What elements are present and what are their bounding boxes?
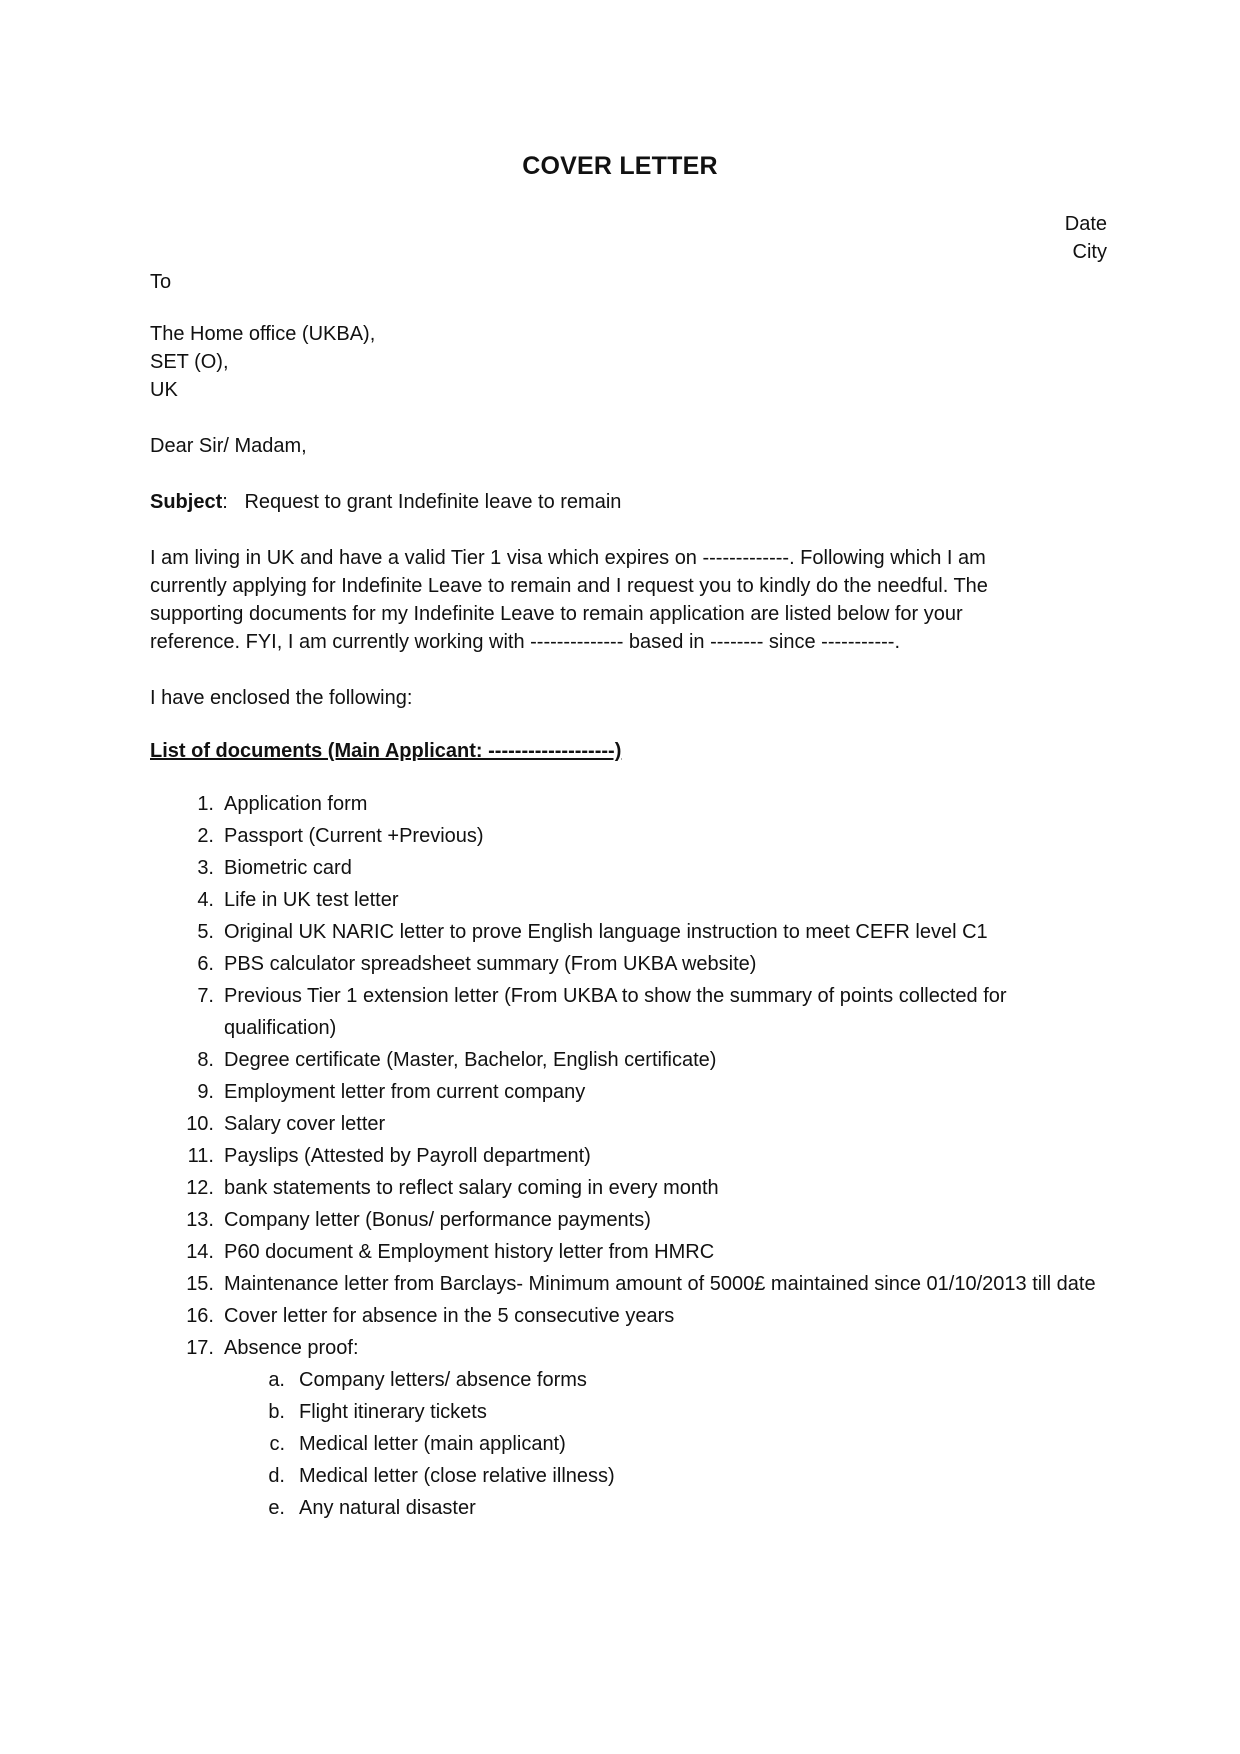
list-item (186, 980, 1106, 1044)
list-item (186, 1108, 1106, 1140)
item-text: P60 document & Employment history letter from HMRC (224, 1241, 715, 1263)
documents-list (186, 788, 1106, 1524)
item-number: 12. (186, 1177, 214, 1199)
body-paragraph (150, 544, 1100, 656)
list-item (186, 1268, 1106, 1300)
item-number: 17. (186, 1337, 214, 1359)
sub-item-text: Any natural disaster (299, 1497, 476, 1519)
list-item (186, 788, 1106, 820)
list-item (186, 820, 1106, 852)
list-item (186, 1204, 1106, 1236)
item-text: Passport (Current +Previous) (224, 825, 484, 847)
item-number: 10. (186, 1113, 214, 1135)
list-item (186, 1236, 1106, 1268)
subject-colon: : (222, 491, 228, 513)
sub-item-text: Medical letter (main applicant) (299, 1433, 566, 1455)
item-text: PBS calculator spreadsheet summary (From UKBA website) (224, 953, 757, 975)
address-line: UK (150, 379, 178, 401)
item-text: Payslips (Attested by Payroll department) (224, 1145, 591, 1167)
sub-item-letter: e. (268, 1497, 285, 1519)
item-number: 1. (197, 793, 214, 815)
list-item (186, 1332, 1106, 1524)
subject-line (150, 488, 1100, 516)
sub-list-item (261, 1364, 1106, 1396)
item-text: Original UK NARIC letter to prove English language instruction to meet CEFR level C1 (224, 921, 988, 943)
item-text: Previous Tier 1 extension letter (From UKBA to show the summary of points collected for qualification) (224, 985, 1007, 1039)
paragraph-line: reference. FYI, I am currently working with -------------- based in -------- since -----------. (150, 631, 900, 653)
paragraph-line: currently applying for Indefinite Leave to remain and I request you to kindly do the needful. The (150, 575, 988, 597)
sub-item-letter: a. (268, 1369, 285, 1391)
list-item (186, 1300, 1106, 1332)
item-number: 4. (197, 889, 214, 911)
item-text: Company letter (Bonus/ performance payments) (224, 1209, 651, 1231)
item-text: Employment letter from current company (224, 1081, 586, 1103)
item-number: 16. (186, 1305, 214, 1327)
item-number: 5. (197, 921, 214, 943)
item-number: 13. (186, 1209, 214, 1231)
address-line: SET (O), (150, 351, 229, 373)
date-label: Date (1064, 213, 1107, 235)
item-number: 14. (186, 1241, 214, 1263)
enclosed-note: I have enclosed the following: (150, 687, 413, 709)
page-title: COVER LETTER (522, 152, 718, 180)
sub-list-item (261, 1460, 1106, 1492)
item-text: Degree certificate (Master, Bachelor, English certificate) (224, 1049, 717, 1071)
to-line: To (150, 271, 172, 293)
item-number: 8. (197, 1049, 214, 1071)
paragraph-line: I am living in UK and have a valid Tier 1 visa which expires on -------------. Following which I am (150, 547, 986, 569)
list-heading: List of documents (Main Applicant: -------------------) (150, 740, 622, 762)
sub-item-letter: d. (268, 1465, 285, 1487)
item-text: Application form (224, 793, 368, 815)
date-city-block (1065, 210, 1107, 266)
item-number: 2. (197, 825, 214, 847)
list-item (186, 1140, 1106, 1172)
sub-item-text: Company letters/ absence forms (299, 1369, 587, 1391)
absence-proof-list (261, 1364, 1106, 1524)
item-text: Maintenance letter from Barclays- Minimum amount of 5000£ maintained since 01/10/2013 till date (224, 1273, 1096, 1295)
sub-item-text: Flight itinerary tickets (299, 1401, 487, 1423)
address-line: The Home office (UKBA), (150, 323, 376, 345)
item-text: Absence proof: (224, 1337, 359, 1359)
list-item (186, 884, 1106, 916)
list-item (186, 1172, 1106, 1204)
item-text: Life in UK test letter (224, 889, 399, 911)
sub-list-item (261, 1396, 1106, 1428)
sub-item-letter: c. (269, 1433, 285, 1455)
item-number: 15. (186, 1273, 214, 1295)
sub-list-item (261, 1428, 1106, 1460)
subject-label: Subject (150, 491, 223, 513)
city-label: City (1072, 241, 1107, 263)
subject-text: Request to grant Indefinite leave to remain (244, 491, 622, 513)
list-item (186, 948, 1106, 980)
paragraph-line: supporting documents for my Indefinite Leave to remain application are listed below for your (150, 603, 963, 625)
sub-list-item (261, 1492, 1106, 1524)
item-text: Cover letter for absence in the 5 consecutive years (224, 1305, 675, 1327)
item-number: 6. (197, 953, 214, 975)
list-item (186, 1044, 1106, 1076)
recipient-address (150, 320, 1100, 404)
item-number: 7. (197, 985, 214, 1007)
list-item (186, 916, 1106, 948)
item-number: 9. (197, 1081, 214, 1103)
sub-item-text: Medical letter (close relative illness) (299, 1465, 615, 1487)
item-text: Biometric card (224, 857, 352, 879)
salutation: Dear Sir/ Madam, (150, 435, 307, 457)
item-number: 11. (187, 1145, 214, 1167)
item-number: 3. (197, 857, 214, 879)
list-item (186, 852, 1106, 884)
item-text: Salary cover letter (224, 1113, 386, 1135)
sub-item-letter: b. (268, 1401, 285, 1423)
item-text: bank statements to reflect salary coming in every month (224, 1177, 719, 1199)
list-item (186, 1076, 1106, 1108)
